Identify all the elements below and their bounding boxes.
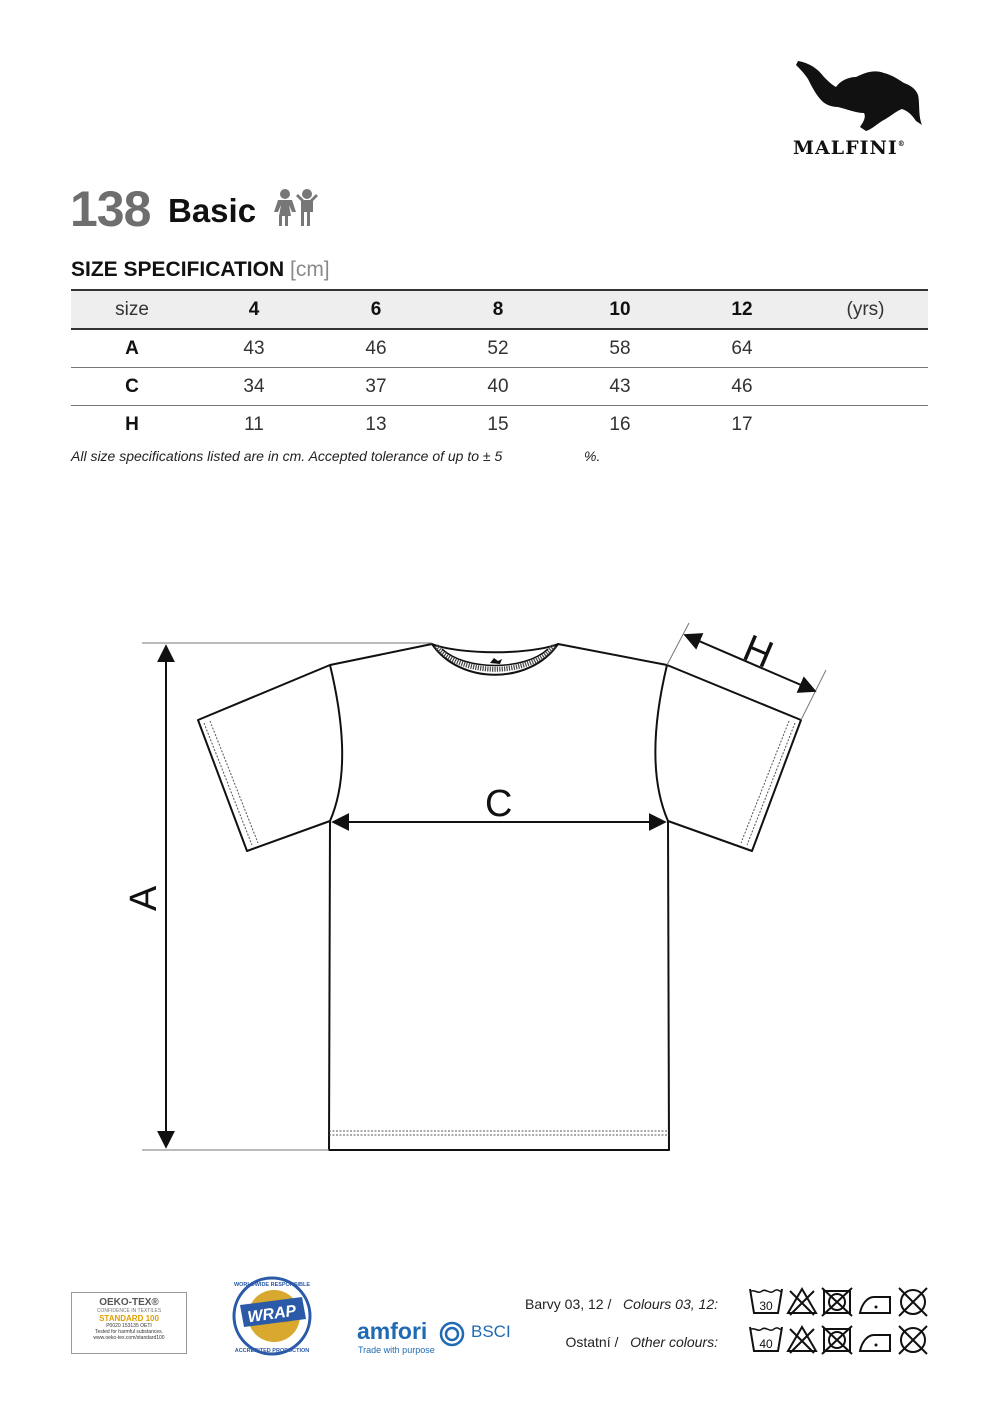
tshirt-drawing — [120, 615, 860, 1175]
oeko-title: OEKO-TEX® — [99, 1297, 159, 1308]
eagle-icon — [780, 55, 940, 135]
row-label: A — [71, 329, 193, 368]
amfori-program: BSCI — [471, 1322, 511, 1341]
brand-logo — [780, 55, 940, 165]
header-size-label: size — [71, 290, 193, 329]
table-row — [71, 329, 928, 368]
brand-name: MALFINI — [793, 137, 898, 159]
spec-unit: [cm] — [289, 258, 330, 281]
table-header-row — [71, 290, 928, 329]
wrap-top-text: WORLDWIDE RESPONSIBLE — [233, 1282, 311, 1288]
table-cell-empty — [803, 329, 928, 368]
wrap-bottom-text: ACCREDITED PRODUCTION — [234, 1348, 310, 1354]
amfori-circle-icon — [439, 1321, 465, 1347]
table-cell: 34 — [193, 368, 315, 406]
table-cell: 46 — [315, 329, 437, 368]
header-size: 8 — [437, 290, 559, 329]
no-dry-clean-icon — [899, 1326, 927, 1354]
table-cell: 17 — [731, 413, 753, 435]
table-cell: 40 — [437, 368, 559, 406]
header-size: 6 — [315, 290, 437, 329]
table-cell: 43 — [559, 368, 681, 406]
table-cell: 43 — [193, 329, 315, 368]
care-label-en: Other colours: — [630, 1334, 718, 1350]
iron-icon — [860, 1335, 890, 1351]
wash-icon — [750, 1289, 782, 1313]
care-label-row-2 — [470, 1334, 718, 1350]
wrap-icon — [232, 1275, 316, 1357]
table-cell-empty — [803, 406, 928, 444]
oeko-code: P0020 153135 OETI — [106, 1323, 152, 1329]
oeko-tested: Tested for harmful substances. — [94, 1329, 164, 1335]
table-row — [71, 406, 928, 444]
wash-temp: 30 — [759, 1299, 773, 1313]
tolerance-note-text: All size specifications listed are in cm. Accepted tolerance of up to ± 5 — [71, 448, 503, 464]
no-tumble-dry-icon — [822, 1288, 852, 1316]
table-cell: 58 — [559, 329, 681, 368]
care-label-en: Colours 03, 12: — [623, 1296, 718, 1312]
oeko-url: www.oeko-tex.com/standard100 — [93, 1335, 165, 1341]
care-label-cz: Barvy 03, 12 / — [524, 1296, 612, 1312]
oeko-tex-badge — [71, 1292, 187, 1354]
tshirt-diagram — [120, 615, 860, 1180]
tolerance-note — [71, 448, 601, 464]
dimension-label-c: C — [485, 783, 513, 825]
table-row — [71, 368, 928, 406]
amfori-tagline: Trade with purpose — [358, 1345, 435, 1355]
wrap-badge — [232, 1275, 316, 1362]
oeko-subtitle: CONFIDENCE IN TEXTILES — [96, 1308, 162, 1314]
header-size: 12 — [681, 290, 803, 329]
no-dry-clean-icon — [899, 1288, 927, 1316]
wash-icon — [750, 1327, 782, 1351]
size-table — [71, 289, 928, 443]
no-bleach-icon — [788, 1327, 816, 1353]
dimension-label-h: H — [737, 627, 779, 677]
table-cell: 13 — [365, 413, 387, 435]
row-label: C — [71, 368, 193, 406]
table-cell-empty — [803, 368, 928, 406]
spec-title — [71, 258, 330, 282]
kids-icon — [274, 188, 320, 233]
table-cell: 52 — [437, 329, 559, 368]
wrap-name: WRAP — [246, 1302, 298, 1327]
table-cell: 11 — [244, 413, 264, 435]
iron-icon — [860, 1297, 890, 1313]
product-name: Basic — [168, 192, 257, 229]
oeko-standard: STANDARD 100 — [99, 1314, 159, 1323]
registered-mark: ® — [897, 139, 906, 148]
no-bleach-icon — [788, 1289, 816, 1315]
care-label-row-1 — [470, 1296, 718, 1312]
table-cell: 64 — [681, 329, 803, 368]
dimension-label-a: A — [123, 885, 166, 912]
header-size: 10 — [559, 290, 681, 329]
amfori-name: amfori — [357, 1318, 428, 1344]
care-symbols-row-2 — [748, 1323, 932, 1360]
tolerance-note-percent: %. — [584, 448, 601, 464]
no-tumble-dry-icon — [822, 1326, 852, 1354]
table-cell: 15 — [487, 413, 509, 435]
spec-title-text: SIZE SPECIFICATION — [71, 258, 285, 281]
header-size: 4 — [193, 290, 315, 329]
header-unit: (yrs) — [803, 290, 928, 329]
product-number: 138 — [70, 181, 151, 237]
care-label-cz: Ostatní / — [565, 1334, 619, 1350]
row-label: H — [125, 413, 139, 435]
care-symbols-row-1 — [748, 1285, 932, 1322]
table-cell: 37 — [315, 368, 437, 406]
table-cell: 46 — [681, 368, 803, 406]
table-cell: 16 — [609, 413, 631, 435]
wash-temp: 40 — [759, 1337, 773, 1351]
